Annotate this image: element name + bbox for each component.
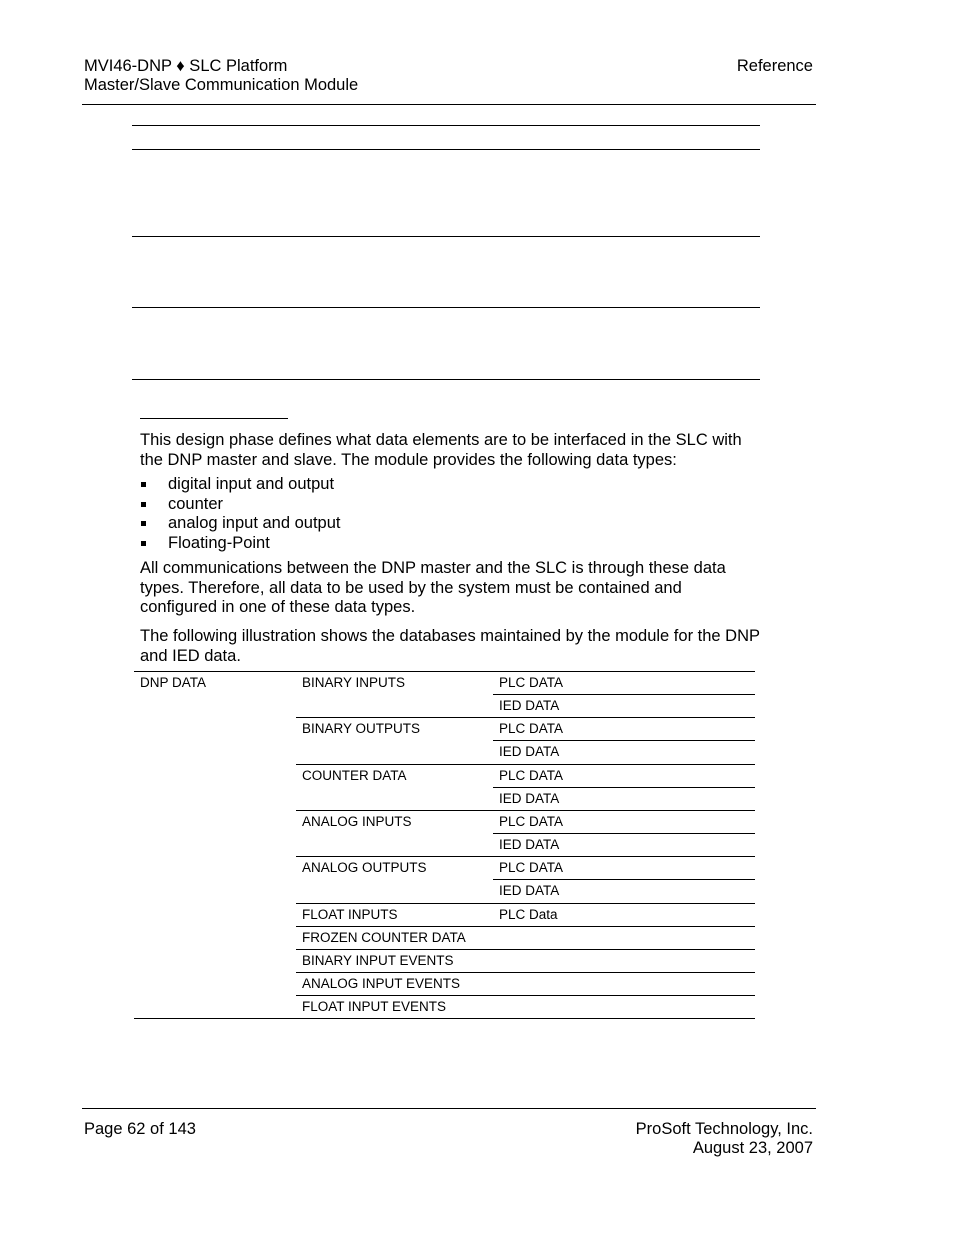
bullet-icon: [141, 521, 146, 526]
sub-label: IED DATA: [499, 790, 560, 806]
group-rule: [296, 972, 755, 973]
group-rule: [296, 810, 755, 811]
group-label: BINARY INPUTS: [302, 675, 406, 690]
sub-rule: [493, 694, 755, 695]
table-rule: [132, 236, 760, 237]
group-label: FLOAT INPUTS: [302, 906, 398, 922]
bullet-icon: [141, 502, 146, 507]
group-rule: [296, 856, 755, 857]
group-label: COUNTER DATA: [302, 767, 407, 783]
footer-rule: [82, 1108, 816, 1109]
illustration-paragraph: The following illustration shows the databases maintained by the module for the DNP and IED data.: [140, 627, 760, 665]
product-subtitle: Master/Slave Communication Module: [84, 75, 359, 94]
group-rule: [296, 764, 755, 765]
table-rule: [132, 307, 760, 308]
company-name: ProSoft Technology, Inc.: [635, 1120, 813, 1138]
group-label: ANALOG OUTPUTS: [302, 860, 427, 876]
list-item: Floating-Point: [140, 534, 341, 554]
group-label: ANALOG INPUT EVENTS: [302, 975, 461, 991]
sub-rule: [493, 740, 755, 741]
sub-rule: [493, 879, 755, 880]
table-rule: [132, 379, 760, 380]
header-section: Reference: [736, 57, 813, 75]
bullet-icon: [141, 541, 146, 546]
group-label: BINARY INPUT EVENTS: [302, 952, 454, 968]
communications-paragraph: All communications between the DNP master and the SLC is through these data types. Therefore, all data to be used by the system must be contained and configured in one of these data types.: [140, 559, 726, 616]
page-number: Page 62 of 143: [84, 1120, 196, 1138]
sub-label: IED DATA: [499, 744, 560, 760]
list-item: digital input and output: [140, 475, 341, 495]
sub-label: PLC DATA: [499, 767, 564, 783]
sub-label: IED DATA: [499, 837, 560, 853]
list-item: counter: [140, 495, 341, 515]
data-type-list: [140, 475, 341, 553]
section-rule: [140, 418, 288, 419]
sub-label: PLC DATA: [499, 675, 564, 690]
sub-label: IED DATA: [499, 698, 560, 714]
table-top-rule: [134, 671, 755, 672]
group-label: BINARY OUTPUTS: [302, 721, 421, 737]
sub-label: PLC DATA: [499, 813, 564, 829]
root-label: DNP DATA: [140, 675, 207, 690]
group-rule: [296, 717, 755, 718]
product-line: MVI46-DNP ♦ SLC Platform: [84, 57, 288, 75]
group-rule: [296, 949, 755, 950]
footer-right: [636, 1120, 813, 1158]
list-item: analog input and output: [140, 514, 341, 534]
group-label: ANALOG INPUTS: [302, 813, 412, 829]
sub-label: PLC DATA: [499, 721, 564, 737]
header-rule: [82, 104, 816, 105]
sub-rule: [493, 787, 755, 788]
group-label: FLOAT INPUT EVENTS: [302, 999, 447, 1015]
intro-paragraph: This design phase defines what data elements are to be interfaced in the SLC with the DNP master and slave. The module provides the following data types:: [140, 431, 742, 469]
sub-label: IED DATA: [499, 883, 560, 899]
table-bottom-rule: [134, 1018, 755, 1019]
sub-label: PLC Data: [499, 906, 558, 922]
bullet-icon: [141, 482, 146, 487]
group-label: FROZEN COUNTER DATA: [302, 929, 466, 945]
header-left: [84, 57, 358, 94]
group-rule: [296, 995, 755, 996]
sub-label: PLC DATA: [499, 860, 564, 876]
table-rule: [132, 149, 760, 150]
group-rule: [296, 926, 755, 927]
table-rule: [132, 125, 760, 126]
group-rule: [296, 903, 755, 904]
sub-rule: [493, 833, 755, 834]
publish-date: August 23, 2007: [692, 1139, 813, 1157]
